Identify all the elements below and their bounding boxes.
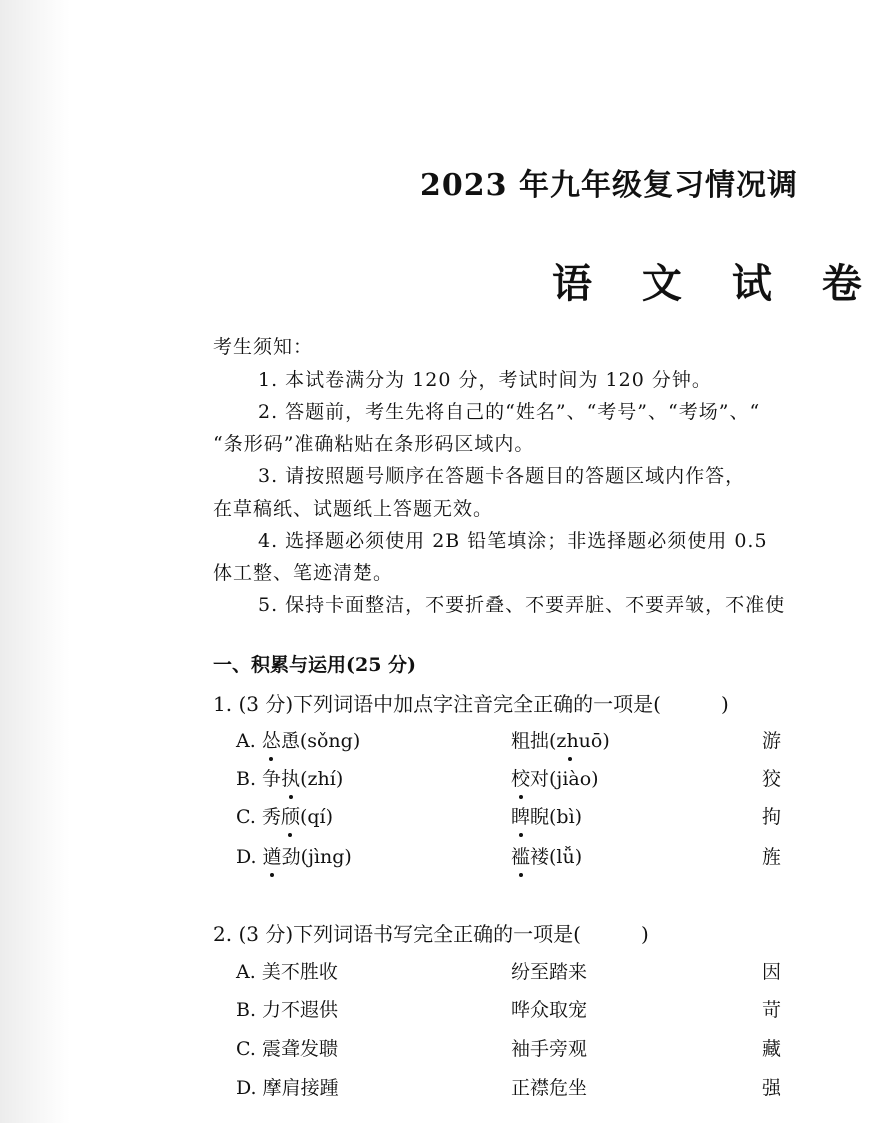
notice-item-2: 2. 答题前，考生先将自己的“姓名”、“考号”、“考场”、“ <box>258 401 761 423</box>
q2-option-b-word2: 哗众取宠 <box>511 999 588 1021</box>
q1-option-a-word2: 粗拙(zhuō) <box>511 726 610 753</box>
q1-option-c-word2: 睥睨(bì) <box>511 802 582 829</box>
exam-subtitle: 语 文 试 卷 <box>552 260 880 307</box>
q2-option-d-word1: D. 摩肩接踵 <box>236 1077 339 1099</box>
q1-option-b-word1: B. 争执(zhí) <box>236 764 343 791</box>
q2-option-a-word2: 纷至踏来 <box>511 961 588 983</box>
scan-shadow <box>0 0 70 1123</box>
q1-option-d-word2: 褴褛(lǚ) <box>511 842 582 869</box>
notice-item-5: 5. 保持卡面整洁，不要折叠、不要弄脏、不要弄皱，不准使 <box>258 594 786 616</box>
notice-item-4-cont: 体工整、笔迹清楚。 <box>213 562 394 584</box>
question-2-text: 2. (3 分)下列词语书写完全正确的一项是( <box>213 922 581 946</box>
notice-item-3-cont: 在草稿纸、试题纸上答题无效。 <box>213 498 494 520</box>
q2-option-b-word1: B. 力不遐供 <box>236 999 339 1021</box>
notice-item-1: 1. 本试卷满分为 120 分，考试时间为 120 分钟。 <box>258 369 712 391</box>
exam-title: 2023 年九年级复习情况调 <box>420 168 798 203</box>
q2-option-d-word3: 强 <box>762 1077 782 1099</box>
question-2-close: ) <box>640 922 649 946</box>
q1-option-a-word3: 游 <box>762 730 782 752</box>
question-2-stem <box>213 918 649 947</box>
q1-option-c-word3: 拘 <box>762 806 782 828</box>
q2-option-c-word1: C. 震聋发聩 <box>236 1038 338 1060</box>
notice-item-4: 4. 选择题必须使用 2B 铅笔填涂；非选择题必须使用 0.5 <box>258 530 768 552</box>
notice-item-3: 3. 请按照题号顺序在答题卡各题目的答题区域内作答， <box>258 465 746 487</box>
q2-option-a-word3: 因 <box>762 961 782 983</box>
notice-heading: 考生须知： <box>213 336 314 358</box>
q2-option-b-word3: 苛 <box>762 999 782 1021</box>
question-1-text: 1. (3 分)下列词语中加点字注音完全正确的一项是( <box>213 692 661 716</box>
q2-option-a-word1: A. 美不胜收 <box>236 961 338 983</box>
q2-option-c-word3: 藏 <box>762 1038 782 1060</box>
question-1-stem <box>213 688 729 717</box>
q1-option-d-word1: D. 遒劲(jìng) <box>236 842 352 869</box>
q2-option-c-word2: 袖手旁观 <box>511 1038 588 1060</box>
question-1-close: ) <box>720 692 729 716</box>
q1-option-c-word1: C. 秀颀(qí) <box>236 802 333 829</box>
q1-option-a-word1: A. 怂恿(sǒng) <box>236 726 360 753</box>
section-title: 一、积累与运用(25 分) <box>213 654 417 676</box>
notice-item-2-cont: “条形码”准确粘贴在条形码区域内。 <box>213 433 535 455</box>
q1-option-d-word3: 旌 <box>762 846 782 868</box>
q2-option-d-word2: 正襟危坐 <box>511 1077 588 1099</box>
q1-option-b-word2: 校对(jiào) <box>511 764 599 791</box>
q1-option-b-word3: 狡 <box>762 768 782 790</box>
